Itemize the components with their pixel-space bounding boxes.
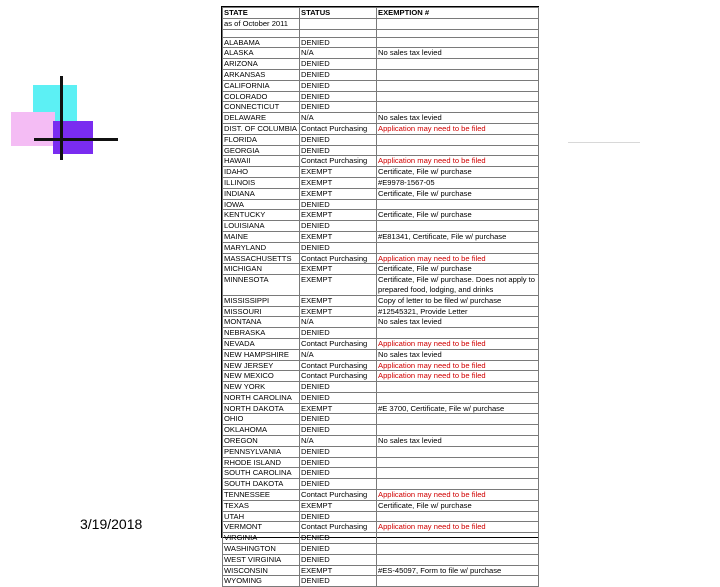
status-cell: DENIED [300, 69, 377, 80]
exemption-cell: No sales tax levied [377, 436, 539, 447]
state-cell: MAINE [223, 231, 300, 242]
decor-horizontal-line [34, 138, 118, 141]
header-status: STATUS [300, 8, 377, 19]
exemption-cell [377, 59, 539, 70]
status-cell: DENIED [300, 242, 377, 253]
state-cell: WYOMING [223, 576, 300, 587]
exemption-cell [377, 37, 539, 48]
status-cell: DENIED [300, 479, 377, 490]
status-cell: DENIED [300, 392, 377, 403]
table-header-row [223, 8, 539, 19]
exemption-cell [377, 145, 539, 156]
table-row [223, 479, 539, 490]
table-row [223, 349, 539, 360]
exemption-cell: Application may need to be filed [377, 338, 539, 349]
status-cell: EXEMPT [300, 275, 377, 296]
table-row [223, 59, 539, 70]
table-row [223, 69, 539, 80]
state-cell: DELAWARE [223, 113, 300, 124]
exemption-cell: Certificate, File w/ purchase [377, 167, 539, 178]
state-cell: OREGON [223, 436, 300, 447]
status-cell: Contact Purchasing [300, 338, 377, 349]
status-cell: DENIED [300, 134, 377, 145]
exemption-cell [377, 382, 539, 393]
table-row [223, 199, 539, 210]
state-cell: ARIZONA [223, 59, 300, 70]
state-cell: OKLAHOMA [223, 425, 300, 436]
status-cell: EXEMPT [300, 188, 377, 199]
exemption-cell: Application may need to be filed [377, 371, 539, 382]
table-row [223, 156, 539, 167]
table-row [223, 37, 539, 48]
state-cell: ARKANSAS [223, 69, 300, 80]
table-row [223, 522, 539, 533]
table-row [223, 533, 539, 544]
state-cell: DIST. OF COLUMBIA [223, 123, 300, 134]
exemption-cell [377, 544, 539, 555]
state-cell: VIRGINIA [223, 533, 300, 544]
status-cell: Contact Purchasing [300, 253, 377, 264]
exemption-cell: No sales tax levied [377, 113, 539, 124]
status-cell: N/A [300, 436, 377, 447]
status-cell: DENIED [300, 576, 377, 587]
table-row [223, 425, 539, 436]
as-of-date: as of October 2011 [223, 18, 300, 29]
table-row [223, 490, 539, 501]
table-row [223, 275, 539, 296]
table-row [223, 371, 539, 382]
status-cell: Contact Purchasing [300, 156, 377, 167]
state-cell: ALASKA [223, 48, 300, 59]
state-cell: MONTANA [223, 317, 300, 328]
exemption-cell: #E 3700, Certificate, File w/ purchase [377, 403, 539, 414]
decor-faint-line [568, 142, 640, 143]
table-row [223, 392, 539, 403]
exemption-cell [377, 392, 539, 403]
table-row [223, 210, 539, 221]
state-cell: NEW YORK [223, 382, 300, 393]
state-cell: ALABAMA [223, 37, 300, 48]
table-row [223, 565, 539, 576]
status-cell: N/A [300, 48, 377, 59]
header-exemption: EXEMPTION # [377, 8, 539, 19]
state-cell: COLORADO [223, 91, 300, 102]
status-cell: DENIED [300, 328, 377, 339]
table-row [223, 188, 539, 199]
state-cell: MASSACHUSETTS [223, 253, 300, 264]
exemption-cell [377, 576, 539, 587]
exemption-cell [377, 479, 539, 490]
status-cell: EXEMPT [300, 167, 377, 178]
table-row [223, 167, 539, 178]
status-cell: DENIED [300, 37, 377, 48]
exemption-cell: No sales tax levied [377, 349, 539, 360]
exemption-cell: #E9978-1567-05 [377, 177, 539, 188]
status-cell: DENIED [300, 199, 377, 210]
status-cell: DENIED [300, 91, 377, 102]
state-cell: ILLINOIS [223, 177, 300, 188]
state-cell: NEW MEXICO [223, 371, 300, 382]
table-row [223, 91, 539, 102]
exemption-cell [377, 102, 539, 113]
exemption-table [222, 7, 539, 587]
table-row [223, 544, 539, 555]
exemption-cell: Application may need to be filed [377, 156, 539, 167]
status-cell: N/A [300, 317, 377, 328]
exemption-cell: #E81341, Certificate, File w/ purchase [377, 231, 539, 242]
status-cell: DENIED [300, 554, 377, 565]
state-cell: SOUTH DAKOTA [223, 479, 300, 490]
status-cell: DENIED [300, 425, 377, 436]
table-row [223, 242, 539, 253]
exemption-cell: Application may need to be filed [377, 360, 539, 371]
state-cell: TEXAS [223, 500, 300, 511]
state-cell: CALIFORNIA [223, 80, 300, 91]
table-row [223, 436, 539, 447]
status-cell: DENIED [300, 446, 377, 457]
header-state: STATE [223, 8, 300, 19]
slide-date: 3/19/2018 [80, 516, 143, 532]
table-row [223, 554, 539, 565]
state-cell: VERMONT [223, 522, 300, 533]
table-row [223, 414, 539, 425]
table-row [223, 306, 539, 317]
state-cell: MISSOURI [223, 306, 300, 317]
table-row [223, 48, 539, 59]
exemption-cell [377, 91, 539, 102]
state-cell: KENTUCKY [223, 210, 300, 221]
state-cell: WEST VIRGINIA [223, 554, 300, 565]
spacer-row [223, 29, 539, 37]
status-cell: Contact Purchasing [300, 522, 377, 533]
table-row [223, 134, 539, 145]
exemption-cell: Certificate, File w/ purchase. Does not apply to prepared food, lodging, and drinks [377, 275, 539, 296]
state-cell: GEORGIA [223, 145, 300, 156]
exemption-cell [377, 414, 539, 425]
table-row [223, 338, 539, 349]
exemption-cell [377, 80, 539, 91]
table-row [223, 500, 539, 511]
status-cell: DENIED [300, 533, 377, 544]
state-cell: OHIO [223, 414, 300, 425]
state-cell: IDAHO [223, 167, 300, 178]
status-cell: DENIED [300, 414, 377, 425]
subheader-row [223, 18, 539, 29]
state-cell: WASHINGTON [223, 544, 300, 555]
exemption-table-image [221, 6, 539, 586]
exemption-cell: Certificate, File w/ purchase [377, 500, 539, 511]
table-row [223, 360, 539, 371]
state-cell: TENNESSEE [223, 490, 300, 501]
state-cell: NORTH DAKOTA [223, 403, 300, 414]
table-row [223, 231, 539, 242]
exemption-cell: #ES-45097, Form to file w/ purchase [377, 565, 539, 576]
state-cell: LOUISIANA [223, 221, 300, 232]
status-cell: N/A [300, 349, 377, 360]
table-row [223, 328, 539, 339]
state-cell: FLORIDA [223, 134, 300, 145]
exemption-cell: No sales tax levied [377, 317, 539, 328]
status-cell: Contact Purchasing [300, 360, 377, 371]
status-cell: DENIED [300, 457, 377, 468]
table-row [223, 468, 539, 479]
status-cell: DENIED [300, 221, 377, 232]
table-row [223, 317, 539, 328]
state-cell: MINNESOTA [223, 275, 300, 296]
exemption-cell: Copy of letter to be filed w/ purchase [377, 295, 539, 306]
state-cell: NEVADA [223, 338, 300, 349]
exemption-cell [377, 511, 539, 522]
decor-vertical-line [60, 76, 63, 160]
table-row [223, 177, 539, 188]
state-cell: MICHIGAN [223, 264, 300, 275]
status-cell: DENIED [300, 468, 377, 479]
status-cell: EXEMPT [300, 264, 377, 275]
status-cell: EXEMPT [300, 295, 377, 306]
status-cell: N/A [300, 113, 377, 124]
status-cell: DENIED [300, 80, 377, 91]
status-cell: DENIED [300, 59, 377, 70]
exemption-cell: Certificate, File w/ purchase [377, 264, 539, 275]
status-cell: EXEMPT [300, 177, 377, 188]
table-row [223, 403, 539, 414]
state-cell: NEW HAMPSHIRE [223, 349, 300, 360]
exemption-cell: #12545321, Provide Letter [377, 306, 539, 317]
status-cell: Contact Purchasing [300, 123, 377, 134]
exemption-cell [377, 69, 539, 80]
status-cell: DENIED [300, 145, 377, 156]
table-row [223, 221, 539, 232]
table-row [223, 264, 539, 275]
state-cell: NORTH CAROLINA [223, 392, 300, 403]
state-cell: NEW JERSEY [223, 360, 300, 371]
status-cell: DENIED [300, 382, 377, 393]
table-row [223, 457, 539, 468]
table-row [223, 123, 539, 134]
state-cell: NEBRASKA [223, 328, 300, 339]
exemption-cell [377, 446, 539, 457]
exemption-cell: Application may need to be filed [377, 123, 539, 134]
exemption-cell [377, 554, 539, 565]
exemption-cell [377, 242, 539, 253]
table-row [223, 446, 539, 457]
table-row [223, 80, 539, 91]
status-cell: EXEMPT [300, 565, 377, 576]
exemption-cell [377, 221, 539, 232]
state-cell: UTAH [223, 511, 300, 522]
exemption-cell: Certificate, File w/ purchase [377, 210, 539, 221]
exemption-cell: Application may need to be filed [377, 522, 539, 533]
exemption-cell: Application may need to be filed [377, 253, 539, 264]
state-cell: MARYLAND [223, 242, 300, 253]
state-cell: RHODE ISLAND [223, 457, 300, 468]
exemption-cell [377, 328, 539, 339]
table-row [223, 145, 539, 156]
state-cell: HAWAII [223, 156, 300, 167]
exemption-cell [377, 134, 539, 145]
exemption-cell: Application may need to be filed [377, 490, 539, 501]
exemption-cell [377, 468, 539, 479]
status-cell: EXEMPT [300, 403, 377, 414]
state-cell: IOWA [223, 199, 300, 210]
status-cell: Contact Purchasing [300, 371, 377, 382]
table-row [223, 113, 539, 124]
status-cell: EXEMPT [300, 306, 377, 317]
status-cell: DENIED [300, 544, 377, 555]
table-row [223, 253, 539, 264]
state-cell: INDIANA [223, 188, 300, 199]
table-row [223, 295, 539, 306]
table-row [223, 576, 539, 587]
exemption-cell: No sales tax levied [377, 48, 539, 59]
table-row [223, 382, 539, 393]
exemption-cell [377, 533, 539, 544]
status-cell: Contact Purchasing [300, 490, 377, 501]
status-cell: EXEMPT [300, 210, 377, 221]
status-cell: DENIED [300, 102, 377, 113]
table-row [223, 511, 539, 522]
exemption-cell [377, 457, 539, 468]
status-cell: EXEMPT [300, 231, 377, 242]
table-row [223, 102, 539, 113]
state-cell: CONNECTICUT [223, 102, 300, 113]
exemption-cell [377, 425, 539, 436]
state-cell: WISCONSIN [223, 565, 300, 576]
exemption-cell [377, 199, 539, 210]
state-cell: PENNSYLVANIA [223, 446, 300, 457]
status-cell: EXEMPT [300, 500, 377, 511]
status-cell: DENIED [300, 511, 377, 522]
state-cell: SOUTH CAROLINA [223, 468, 300, 479]
exemption-cell: Certificate, File w/ purchase [377, 188, 539, 199]
state-cell: MISSISSIPPI [223, 295, 300, 306]
